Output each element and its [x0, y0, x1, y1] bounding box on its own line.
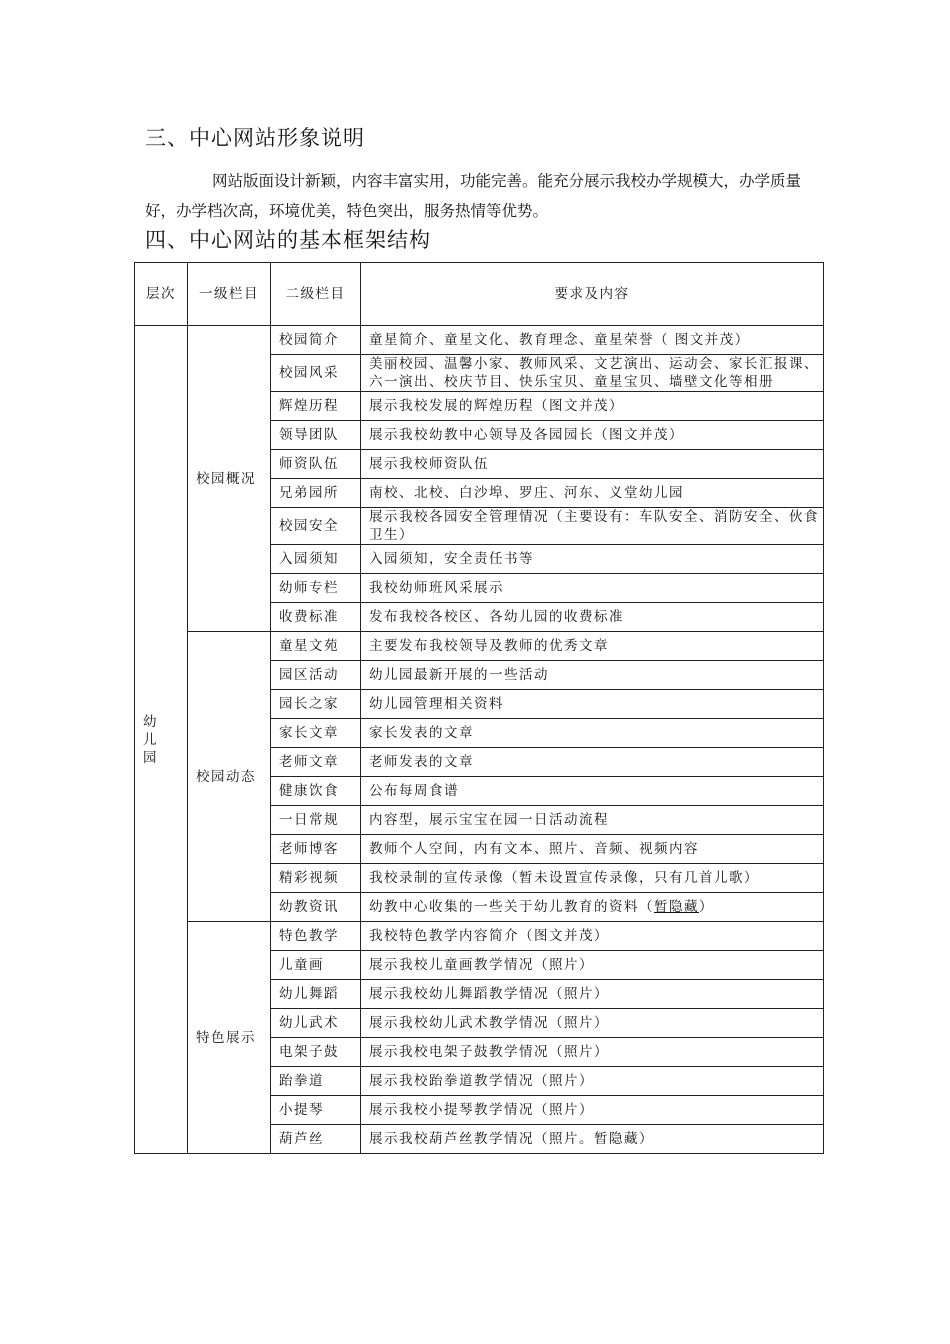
- content-cell: 幼儿园管理相关资料: [361, 690, 824, 719]
- content-cell: 展示我校儿童画教学情况（照片）: [361, 951, 824, 980]
- content-cell: 童星简介、童星文化、教育理念、童星荣誉（ 图文并茂）: [361, 326, 824, 355]
- header-first-column: 一级栏目: [188, 263, 271, 326]
- second-level-column-cell: 童星文苑: [271, 632, 361, 661]
- header-second-column: 二级栏目: [271, 263, 361, 326]
- content-cell: 我校录制的宣传录像（暂未设置宣传录像，只有几首儿歌）: [361, 864, 824, 893]
- content-cell: 教师个人空间，内有文本、照片、音频、视频内容: [361, 835, 824, 864]
- table-row: [135, 632, 824, 661]
- second-level-column-cell: 校园简介: [271, 326, 361, 355]
- content-cell: 展示我校小提琴教学情况（照片）: [361, 1096, 824, 1125]
- second-level-column-cell: 收费标准: [271, 603, 361, 632]
- second-level-column-cell: 幼儿舞蹈: [271, 980, 361, 1009]
- content-cell: 南校、北校、白沙埠、罗庄、河东、义堂幼儿园: [361, 479, 824, 508]
- content-cell: 内容型，展示宝宝在园一日活动流程: [361, 806, 824, 835]
- header-content: 要求及内容: [361, 263, 824, 326]
- content-cell: 主要发布我校领导及教师的优秀文章: [361, 632, 824, 661]
- underlined-note: 暂隐藏: [654, 899, 699, 915]
- content-cell: 展示我校师资队伍: [361, 450, 824, 479]
- first-level-column-cell: 校园概况: [188, 326, 271, 632]
- table-header-row: [135, 263, 824, 326]
- content-cell: 展示我校各园安全管理情况（主要设有：车队安全、消防安全、伙食卫生）: [361, 508, 824, 545]
- second-level-column-cell: 跆拳道: [271, 1067, 361, 1096]
- second-level-column-cell: 精彩视频: [271, 864, 361, 893]
- content-cell: 幼儿园最新开展的一些活动: [361, 661, 824, 690]
- second-level-column-cell: 葫芦丝: [271, 1125, 361, 1154]
- second-level-column-cell: 特色教学: [271, 922, 361, 951]
- content-cell: 展示我校电架子鼓教学情况（照片）: [361, 1038, 824, 1067]
- content-cell: 展示我校幼儿武术教学情况（照片）: [361, 1009, 824, 1038]
- second-level-column-cell: 幼师专栏: [271, 574, 361, 603]
- second-level-column-cell: 一日常规: [271, 806, 361, 835]
- content-cell: 展示我校发展的辉煌历程（图文并茂）: [361, 392, 824, 421]
- second-level-column-cell: 老师博客: [271, 835, 361, 864]
- content-cell: 展示我校跆拳道教学情况（照片）: [361, 1067, 824, 1096]
- section-3-body: 网站版面设计新颖，内容丰富实用，功能完善。能充分展示我校办学规模大，办学质量好，办学档次高，环境优美，特色突出，服务热情等优势。: [145, 172, 802, 220]
- content-cell: 老师发表的文章: [361, 748, 824, 777]
- content-cell: 美丽校园、温馨小家、教师风采、文艺演出、运动会、家长汇报课、 六一演出、校庆节目、快乐宝贝、童星宝贝、墙壁文化等相册: [361, 355, 824, 392]
- content-cell: 展示我校幼儿舞蹈教学情况（照片）: [361, 980, 824, 1009]
- second-level-column-cell: 幼教资讯: [271, 893, 361, 922]
- section-4-heading: 四、中心网站的基本框架结构: [145, 228, 431, 252]
- second-level-column-cell: 小提琴: [271, 1096, 361, 1125]
- content-cell: 展示我校葫芦丝教学情况（照片。暂隐藏）: [361, 1125, 824, 1154]
- second-level-column-cell: 儿童画: [271, 951, 361, 980]
- content-cell: 发布我校各校区、各幼儿园的收费标准: [361, 603, 824, 632]
- second-level-column-cell: 兄弟园所: [271, 479, 361, 508]
- table-row: [135, 326, 824, 355]
- content-cell: 我校幼师班风采展示: [361, 574, 824, 603]
- site-structure-table: [134, 262, 824, 1154]
- content-cell: 展示我校幼教中心领导及各园园长（图文并茂）: [361, 421, 824, 450]
- second-level-column-cell: 辉煌历程: [271, 392, 361, 421]
- content-cell: 幼教中心收集的一些关于幼儿教育的资料（暂隐藏）: [361, 893, 824, 922]
- content-cell: 公布每周食谱: [361, 777, 824, 806]
- content-cell: 入园须知，安全责任书等: [361, 545, 824, 574]
- first-level-column-cell: 特色展示: [188, 922, 271, 1154]
- second-level-column-cell: 领导团队: [271, 421, 361, 450]
- section-3-heading: 三、中心网站形象说明: [145, 126, 365, 150]
- content-cell: 家长发表的文章: [361, 719, 824, 748]
- second-level-column-cell: 校园安全: [271, 508, 361, 545]
- second-level-column-cell: 电架子鼓: [271, 1038, 361, 1067]
- second-level-column-cell: 老师文章: [271, 748, 361, 777]
- second-level-column-cell: 家长文章: [271, 719, 361, 748]
- content-cell: 我校特色教学内容简介（图文并茂）: [361, 922, 824, 951]
- first-level-column-cell: 校园动态: [188, 632, 271, 922]
- second-level-column-cell: 入园须知: [271, 545, 361, 574]
- second-level-column-cell: 园区活动: [271, 661, 361, 690]
- level-cell: 幼 儿 园: [135, 326, 188, 1154]
- second-level-column-cell: 幼儿武术: [271, 1009, 361, 1038]
- second-level-column-cell: 园长之家: [271, 690, 361, 719]
- second-level-column-cell: 健康饮食: [271, 777, 361, 806]
- header-level: 层次: [135, 263, 188, 326]
- second-level-column-cell: 校园风采: [271, 355, 361, 392]
- second-level-column-cell: 师资队伍: [271, 450, 361, 479]
- table-row: [135, 922, 824, 951]
